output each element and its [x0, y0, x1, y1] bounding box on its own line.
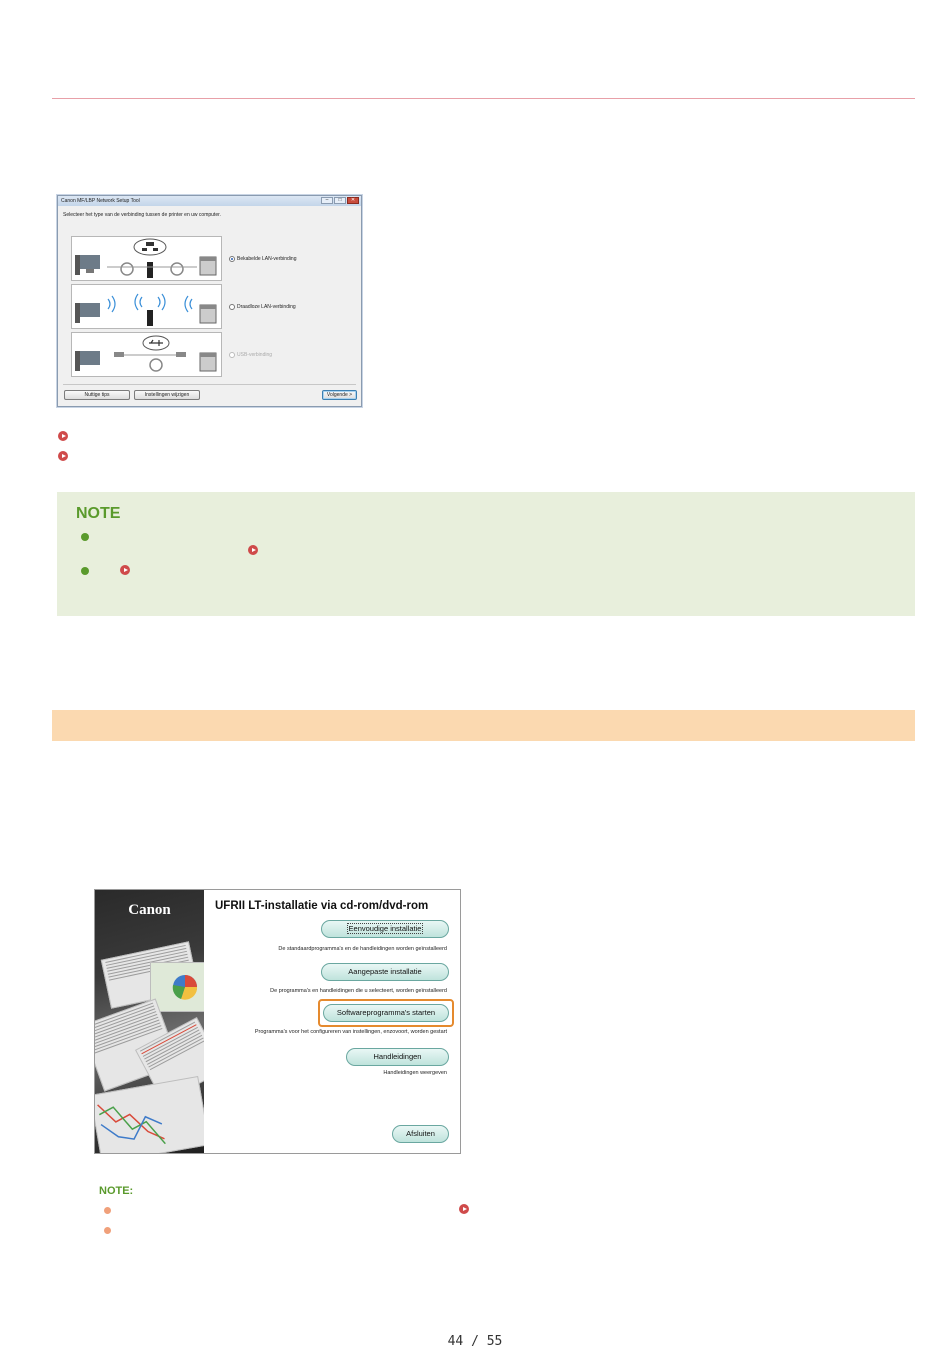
- radio-usb[interactable]: [229, 352, 272, 358]
- custom-install-description: De programma's en handleidingen die u selecteert, worden geïnstalleerd: [270, 988, 447, 994]
- link-arrow-icon[interactable]: [120, 565, 130, 575]
- maximize-icon[interactable]: □: [334, 197, 346, 204]
- window-titlebar: [58, 196, 361, 206]
- radio-disabled-icon[interactable]: [229, 352, 235, 358]
- radio-wireless-lan[interactable]: [229, 304, 296, 310]
- page-number: 44 / 55: [447, 1334, 503, 1349]
- button-separator: [63, 384, 356, 385]
- easy-install-button[interactable]: [321, 920, 449, 938]
- top-divider: [52, 98, 915, 99]
- bullet-icon: [104, 1207, 111, 1214]
- radio-wired-lan[interactable]: [229, 256, 296, 262]
- canon-logo: Canon: [128, 902, 171, 918]
- wired-lan-illustration: [71, 236, 222, 281]
- bullet-icon: [81, 567, 89, 575]
- connection-instruction: Selecteer het type van de verbinding tussen de printer en uw computer.: [63, 212, 221, 218]
- useful-tips-button[interactable]: Nuttige tips: [64, 390, 130, 400]
- wireless-lan-illustration: [71, 284, 222, 329]
- radio-wired-lan-label: Bekabelde LAN-verbinding: [237, 256, 297, 262]
- easy-install-description: De standaardprogramma's en de handleidingen worden geïnstalleerd: [278, 946, 447, 952]
- installer-window: [94, 889, 461, 1154]
- close-icon[interactable]: ✕: [347, 197, 359, 204]
- note-small-title: NOTE:: [99, 1185, 134, 1197]
- note-box: [57, 492, 915, 616]
- bullet-icon: [104, 1227, 111, 1234]
- radio-unselected-icon[interactable]: [229, 304, 235, 310]
- link-arrow-icon[interactable]: [248, 545, 258, 555]
- next-button[interactable]: Volgende >: [322, 390, 357, 400]
- note-title: NOTE: [76, 505, 121, 522]
- link-arrow-icon[interactable]: [459, 1204, 469, 1214]
- easy-install-label: Eenvoudige installatie: [348, 924, 422, 933]
- custom-install-button[interactable]: Aangepaste installatie: [321, 963, 449, 981]
- manuals-description: Handleidingen weergeven: [383, 1070, 447, 1076]
- installer-side-image: [95, 890, 204, 1153]
- section-heading-band: [52, 710, 915, 741]
- radio-usb-label: USB-verbinding: [237, 352, 273, 358]
- change-settings-button[interactable]: Instellingen wijzigen: [134, 390, 200, 400]
- installer-heading: UFRII LT-installatie via cd-rom/dvd-rom: [215, 900, 429, 912]
- network-setup-tool-window: [57, 195, 362, 407]
- exit-button[interactable]: Afsluiten: [392, 1125, 449, 1143]
- window-title: Canon MF/LBP Network Setup Tool: [61, 198, 140, 204]
- link-arrow-icon[interactable]: [58, 451, 68, 461]
- usb-illustration: [71, 332, 222, 377]
- start-software-button[interactable]: Softwareprogramma's starten: [323, 1004, 449, 1022]
- minimize-icon[interactable]: –: [321, 197, 333, 204]
- start-software-description: Programma's voor het configureren van instellingen, enzovoort, worden gestart: [254, 1029, 447, 1035]
- radio-wireless-lan-label: Draadloze LAN-verbinding: [237, 304, 296, 310]
- radio-selected-icon[interactable]: [229, 256, 235, 262]
- bullet-icon: [81, 533, 89, 541]
- link-arrow-icon[interactable]: [58, 431, 68, 441]
- manuals-button[interactable]: Handleidingen: [346, 1048, 449, 1066]
